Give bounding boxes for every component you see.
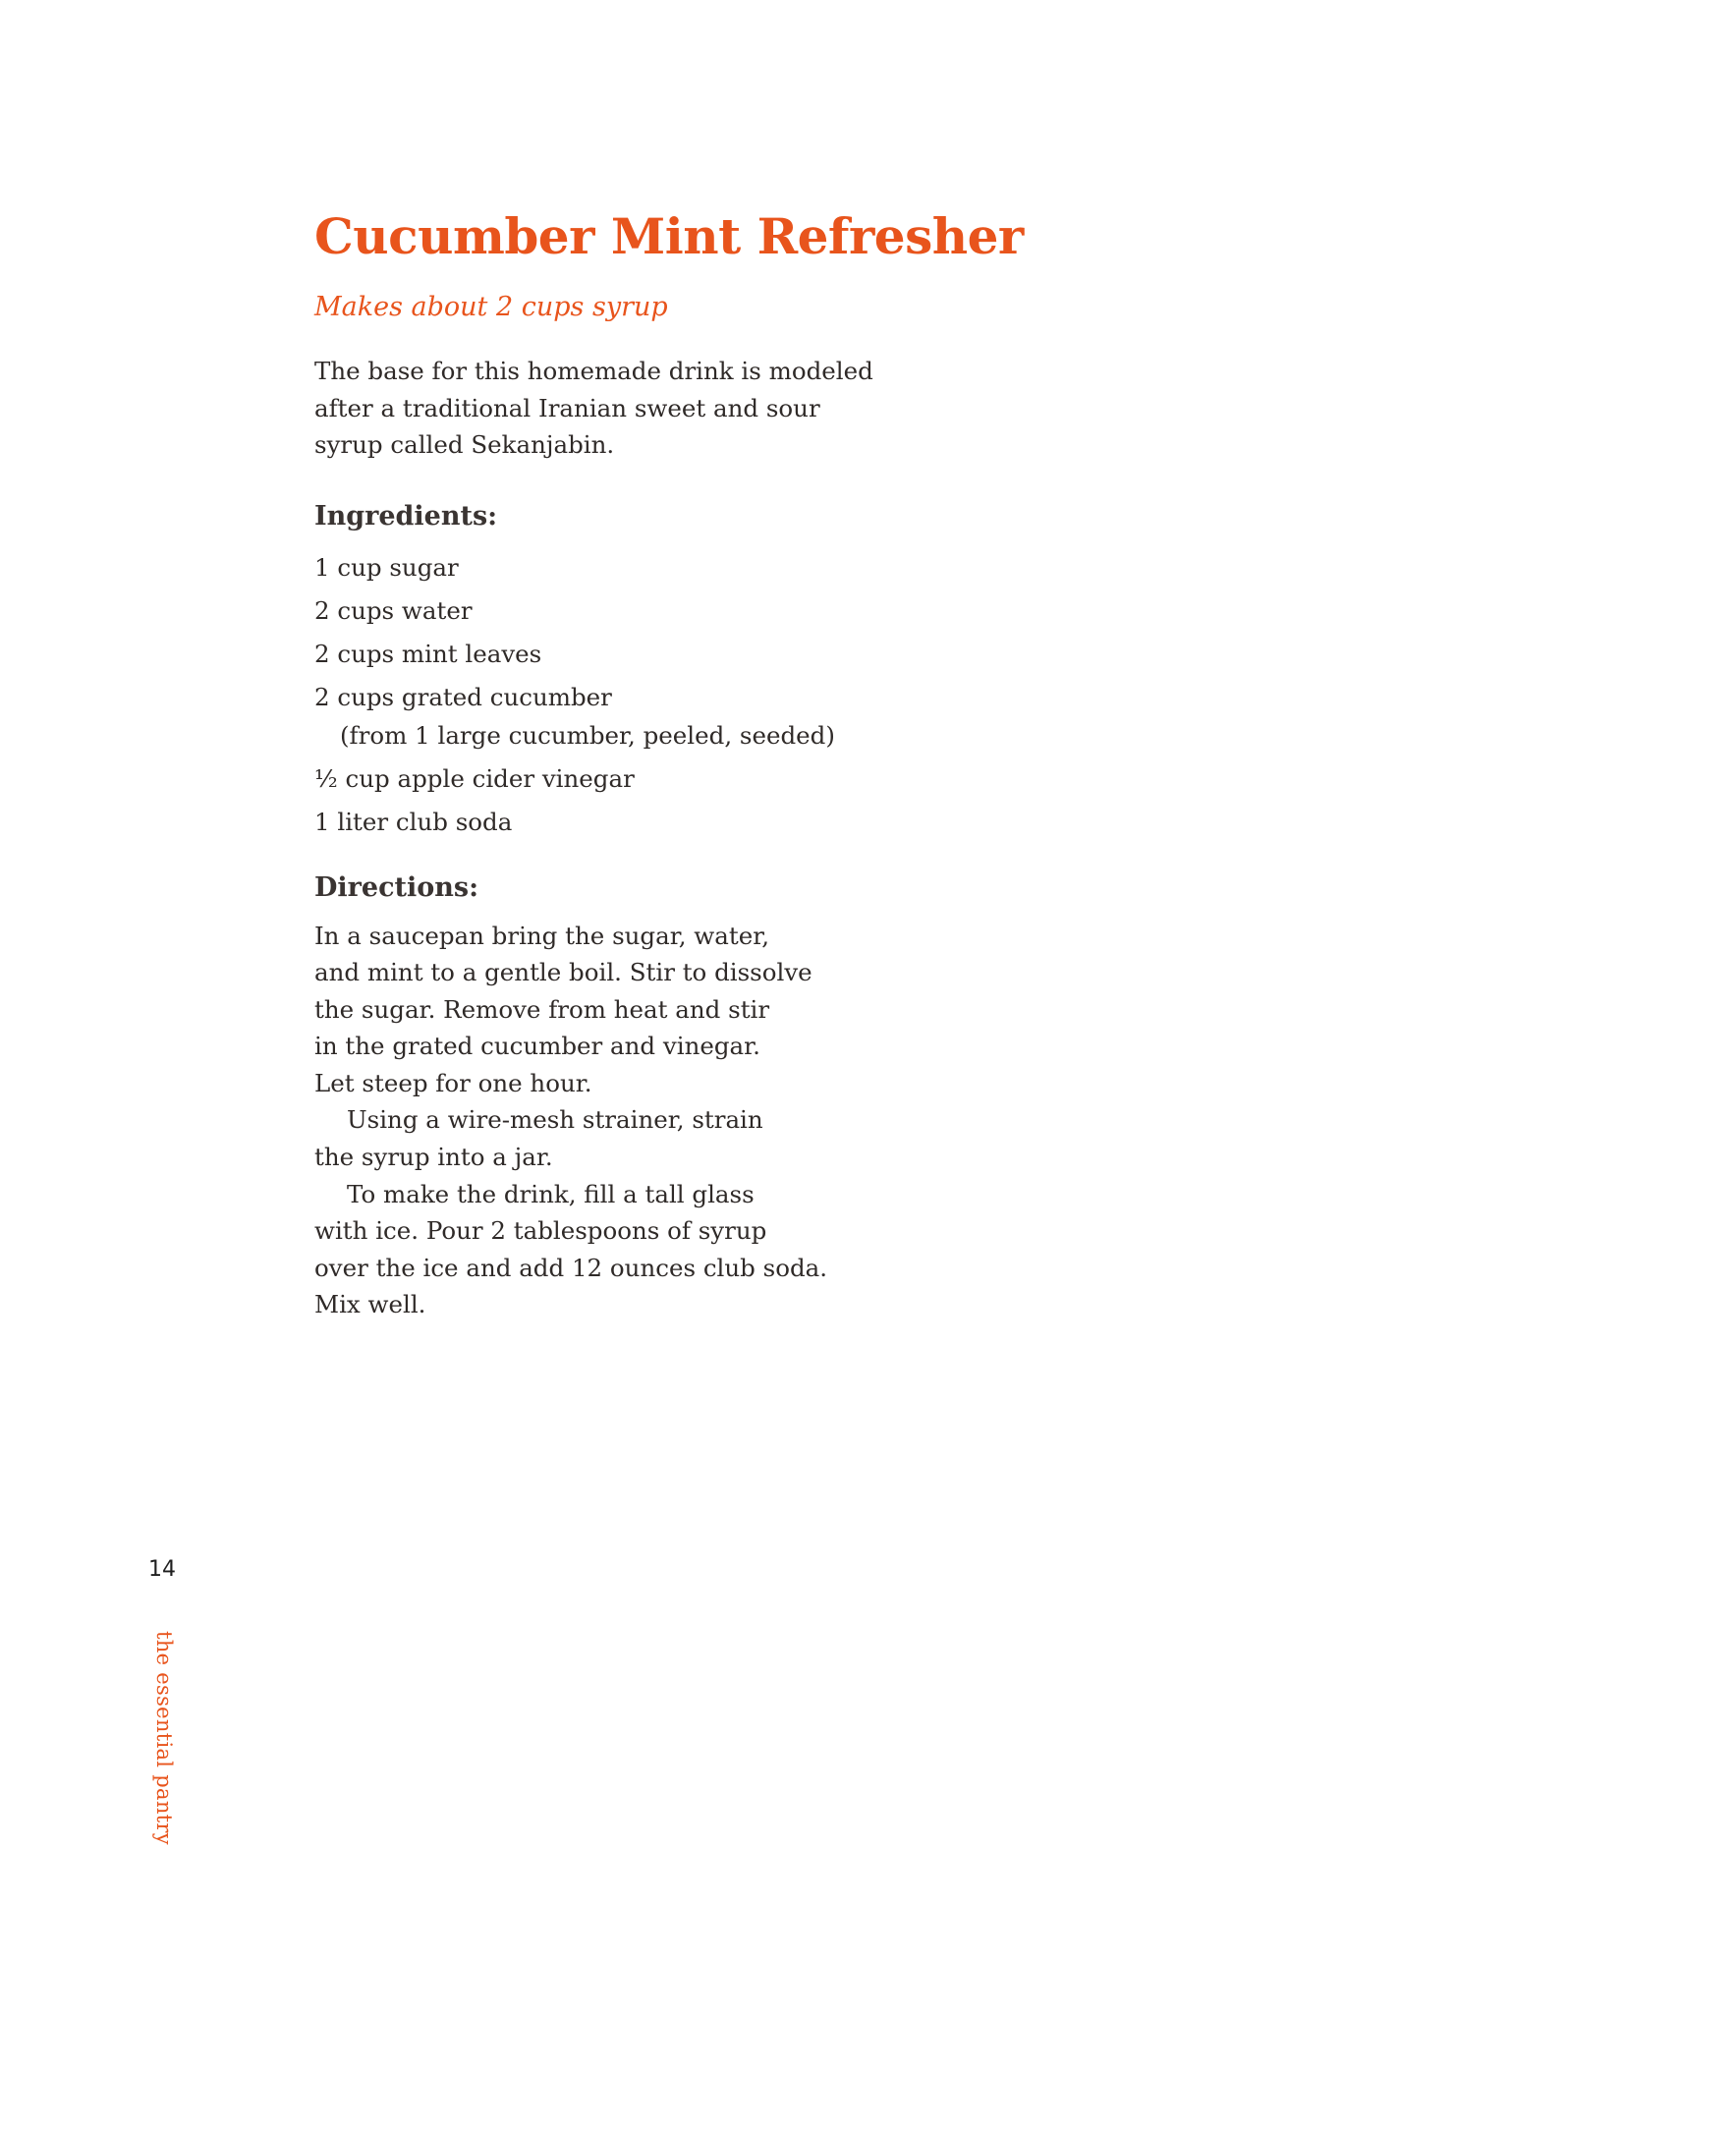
- direction-paragraph: [314, 1101, 1297, 1175]
- direction-line: in the grated cucumber and vinegar.: [314, 1032, 760, 1061]
- ingredient-item: [314, 678, 1297, 755]
- directions-body: [314, 918, 1297, 1324]
- direction-line: To make the drink, fill a tall glass: [347, 1179, 755, 1208]
- ingredient-note: (from 1 large cucumber, peeled, seeded): [340, 720, 835, 750]
- recipe-yield: Makes about 2 cups syrup: [314, 292, 668, 322]
- direction-line: and mint to a gentle boil. Stir to dissolve: [314, 958, 812, 987]
- intro-line: syrup called Sekanjabin.: [314, 430, 615, 459]
- ingredient-text: 1 cup sugar: [314, 552, 459, 582]
- intro-line: The base for this homemade drink is modeled: [314, 357, 873, 385]
- ingredients-list: [314, 548, 1297, 841]
- ingredient-text: ½ cup apple cider vinegar: [314, 763, 635, 793]
- ingredient-text: 2 cups grated cucumber: [314, 682, 612, 711]
- direction-line: In a saucepan bring the sugar, water,: [314, 921, 770, 950]
- ingredient-item: [314, 759, 1297, 798]
- direction-line: with ice. Pour 2 tablespoons of syrup: [314, 1216, 767, 1246]
- direction-paragraph: [314, 918, 1297, 1102]
- direction-paragraph: [314, 1176, 1297, 1323]
- ingredient-item: [314, 548, 1297, 587]
- direction-line: Using a wire-mesh strainer, strain: [347, 1105, 763, 1135]
- directions-heading: Directions:: [314, 871, 479, 903]
- direction-line: Let steep for one hour.: [314, 1068, 592, 1097]
- running-title: the essential pantry: [152, 1631, 176, 1845]
- intro-line: after a traditional Iranian sweet and sour: [314, 393, 820, 422]
- recipe-intro: [314, 353, 1297, 464]
- ingredient-item: [314, 635, 1297, 673]
- ingredient-item: [314, 803, 1297, 841]
- direction-line: over the ice and add 12 ounces club soda.: [314, 1253, 828, 1282]
- direction-line: Mix well.: [314, 1290, 426, 1319]
- page-number: 14: [148, 1557, 176, 1582]
- ingredient-text: 2 cups mint leaves: [314, 639, 542, 668]
- ingredient-text: 2 cups water: [314, 595, 473, 625]
- direction-line: the sugar. Remove from heat and stir: [314, 994, 770, 1024]
- recipe-title: Cucumber Mint Refresher: [314, 207, 1024, 265]
- direction-line: the syrup into a jar.: [314, 1143, 553, 1172]
- recipe-content: [314, 201, 1297, 1323]
- ingredients-heading: Ingredients:: [314, 500, 498, 532]
- ingredient-text: 1 liter club soda: [314, 807, 513, 836]
- ingredient-item: [314, 591, 1297, 630]
